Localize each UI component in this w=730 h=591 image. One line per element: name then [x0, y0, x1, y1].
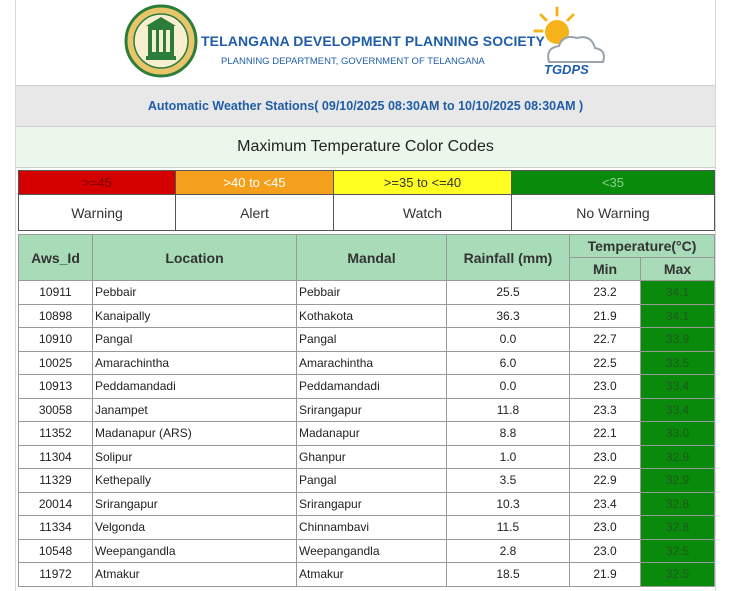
color-label-row [19, 195, 715, 231]
cell-mandal: Pebbair [297, 281, 447, 305]
cell-location: Peddamandadi [93, 375, 297, 399]
cell-aws-id: 11329 [19, 469, 93, 493]
table-row [19, 469, 715, 493]
table-row [19, 304, 715, 328]
cell-location: Pangal [93, 328, 297, 352]
cell-min-temp: 22.9 [570, 469, 641, 493]
color-label-no-warning: No Warning [512, 195, 715, 231]
period-bar: Automatic Weather Stations( 09/10/2025 08:30AM to 10/10/2025 08:30AM ) [16, 85, 715, 127]
cell-rainfall: 3.5 [447, 469, 570, 493]
table-row [19, 563, 715, 587]
table-row [19, 445, 715, 469]
page [15, 0, 716, 591]
cell-rainfall: 18.5 [447, 563, 570, 587]
cell-mandal: Atmakur [297, 563, 447, 587]
cell-aws-id: 11304 [19, 445, 93, 469]
cell-mandal: Madanapur [297, 422, 447, 446]
cell-min-temp: 22.7 [570, 328, 641, 352]
cell-min-temp: 21.9 [570, 304, 641, 328]
logo-text: TGDPS [544, 62, 589, 77]
cell-max-temp: 32.8 [641, 492, 715, 516]
cell-max-temp: 33.4 [641, 398, 715, 422]
color-codes-table [18, 170, 715, 231]
table-row [19, 375, 715, 399]
cell-max-temp: 33.4 [641, 375, 715, 399]
cell-min-temp: 23.3 [570, 398, 641, 422]
cell-min-temp: 21.9 [570, 563, 641, 587]
cell-rainfall: 25.5 [447, 281, 570, 305]
cell-location: Amarachintha [93, 351, 297, 375]
cell-mandal: Ghanpur [297, 445, 447, 469]
table-row [19, 281, 715, 305]
cell-rainfall: 6.0 [447, 351, 570, 375]
cell-mandal: Peddamandadi [297, 375, 447, 399]
cell-aws-id: 10548 [19, 539, 93, 563]
cell-min-temp: 23.4 [570, 492, 641, 516]
telangana-emblem-icon [124, 4, 198, 78]
cell-max-temp: 33.5 [641, 351, 715, 375]
cell-max-temp: 32.9 [641, 445, 715, 469]
cell-max-temp: 32.9 [641, 469, 715, 493]
cell-aws-id: 11972 [19, 563, 93, 587]
table-body [19, 281, 715, 587]
cell-location: Srirangapur [93, 492, 297, 516]
cell-aws-id: 10910 [19, 328, 93, 352]
table-row [19, 516, 715, 540]
color-label-alert: Alert [176, 195, 334, 231]
cell-location: Madanapur (ARS) [93, 422, 297, 446]
cell-location: Pebbair [93, 281, 297, 305]
cell-mandal: Pangal [297, 469, 447, 493]
cell-max-temp: 32.5 [641, 563, 715, 587]
cell-min-temp: 23.2 [570, 281, 641, 305]
color-swatch-watch: >=35 to <=40 [334, 171, 512, 195]
cell-aws-id: 30058 [19, 398, 93, 422]
color-label-warning: Warning [19, 195, 176, 231]
cell-location: Kanaipally [93, 304, 297, 328]
cell-aws-id: 11334 [19, 516, 93, 540]
cell-rainfall: 11.8 [447, 398, 570, 422]
cell-mandal: Chinnambavi [297, 516, 447, 540]
cell-rainfall: 0.0 [447, 375, 570, 399]
header-rainfall: Rainfall (mm) [447, 235, 570, 281]
cell-min-temp: 23.0 [570, 375, 641, 399]
color-swatch-no-warning: <35 [512, 171, 715, 195]
cell-rainfall: 8.8 [447, 422, 570, 446]
cell-min-temp: 23.0 [570, 516, 641, 540]
org-title: TELANGANA DEVELOPMENT PLANNING SOCIETY [201, 33, 545, 49]
header-temperature: Temperature(°C) [570, 235, 715, 258]
cell-rainfall: 10.3 [447, 492, 570, 516]
cell-aws-id: 10025 [19, 351, 93, 375]
color-label-watch: Watch [334, 195, 512, 231]
cell-mandal: Amarachintha [297, 351, 447, 375]
cell-location: Weepangandla [93, 539, 297, 563]
cell-min-temp: 22.1 [570, 422, 641, 446]
cell-max-temp: 33.0 [641, 422, 715, 446]
cell-max-temp: 33.9 [641, 328, 715, 352]
weather-data-table [18, 234, 715, 587]
cell-mandal: Srirangapur [297, 398, 447, 422]
color-swatch-warning: >=45 [19, 171, 176, 195]
cell-mandal: Weepangandla [297, 539, 447, 563]
cell-rainfall: 2.8 [447, 539, 570, 563]
cell-location: Kethepally [93, 469, 297, 493]
table-row [19, 398, 715, 422]
cell-max-temp: 34.1 [641, 281, 715, 305]
table-row [19, 422, 715, 446]
table-row [19, 492, 715, 516]
color-codes-title: Maximum Temperature Color Codes [16, 127, 715, 168]
cell-mandal: Srirangapur [297, 492, 447, 516]
cell-max-temp: 32.8 [641, 516, 715, 540]
cell-rainfall: 36.3 [447, 304, 570, 328]
table-row [19, 539, 715, 563]
cell-mandal: Pangal [297, 328, 447, 352]
table-row [19, 328, 715, 352]
cell-aws-id: 11352 [19, 422, 93, 446]
cell-min-temp: 23.0 [570, 539, 641, 563]
cell-max-temp: 32.5 [641, 539, 715, 563]
header-aws-id: Aws_Id [19, 235, 93, 281]
table-row [19, 351, 715, 375]
cell-aws-id: 10911 [19, 281, 93, 305]
cell-aws-id: 20014 [19, 492, 93, 516]
header-location: Location [93, 235, 297, 281]
cell-min-temp: 22.5 [570, 351, 641, 375]
cell-location: Janampet [93, 398, 297, 422]
cell-rainfall: 1.0 [447, 445, 570, 469]
cell-min-temp: 23.0 [570, 445, 641, 469]
header-max: Max [641, 258, 715, 281]
cell-location: Solipur [93, 445, 297, 469]
cell-rainfall: 0.0 [447, 328, 570, 352]
cell-rainfall: 11.5 [447, 516, 570, 540]
cell-max-temp: 34.1 [641, 304, 715, 328]
cell-location: Atmakur [93, 563, 297, 587]
color-swatch-alert: >40 to <45 [176, 171, 334, 195]
cell-mandal: Kothakota [297, 304, 447, 328]
cell-aws-id: 10913 [19, 375, 93, 399]
header-mandal: Mandal [297, 235, 447, 281]
color-swatch-row [19, 171, 715, 195]
cell-aws-id: 10898 [19, 304, 93, 328]
cell-location: Velgonda [93, 516, 297, 540]
org-subtitle: PLANNING DEPARTMENT, GOVERNMENT OF TELANGANA [221, 56, 485, 67]
header-min: Min [570, 258, 641, 281]
header [16, 0, 715, 85]
